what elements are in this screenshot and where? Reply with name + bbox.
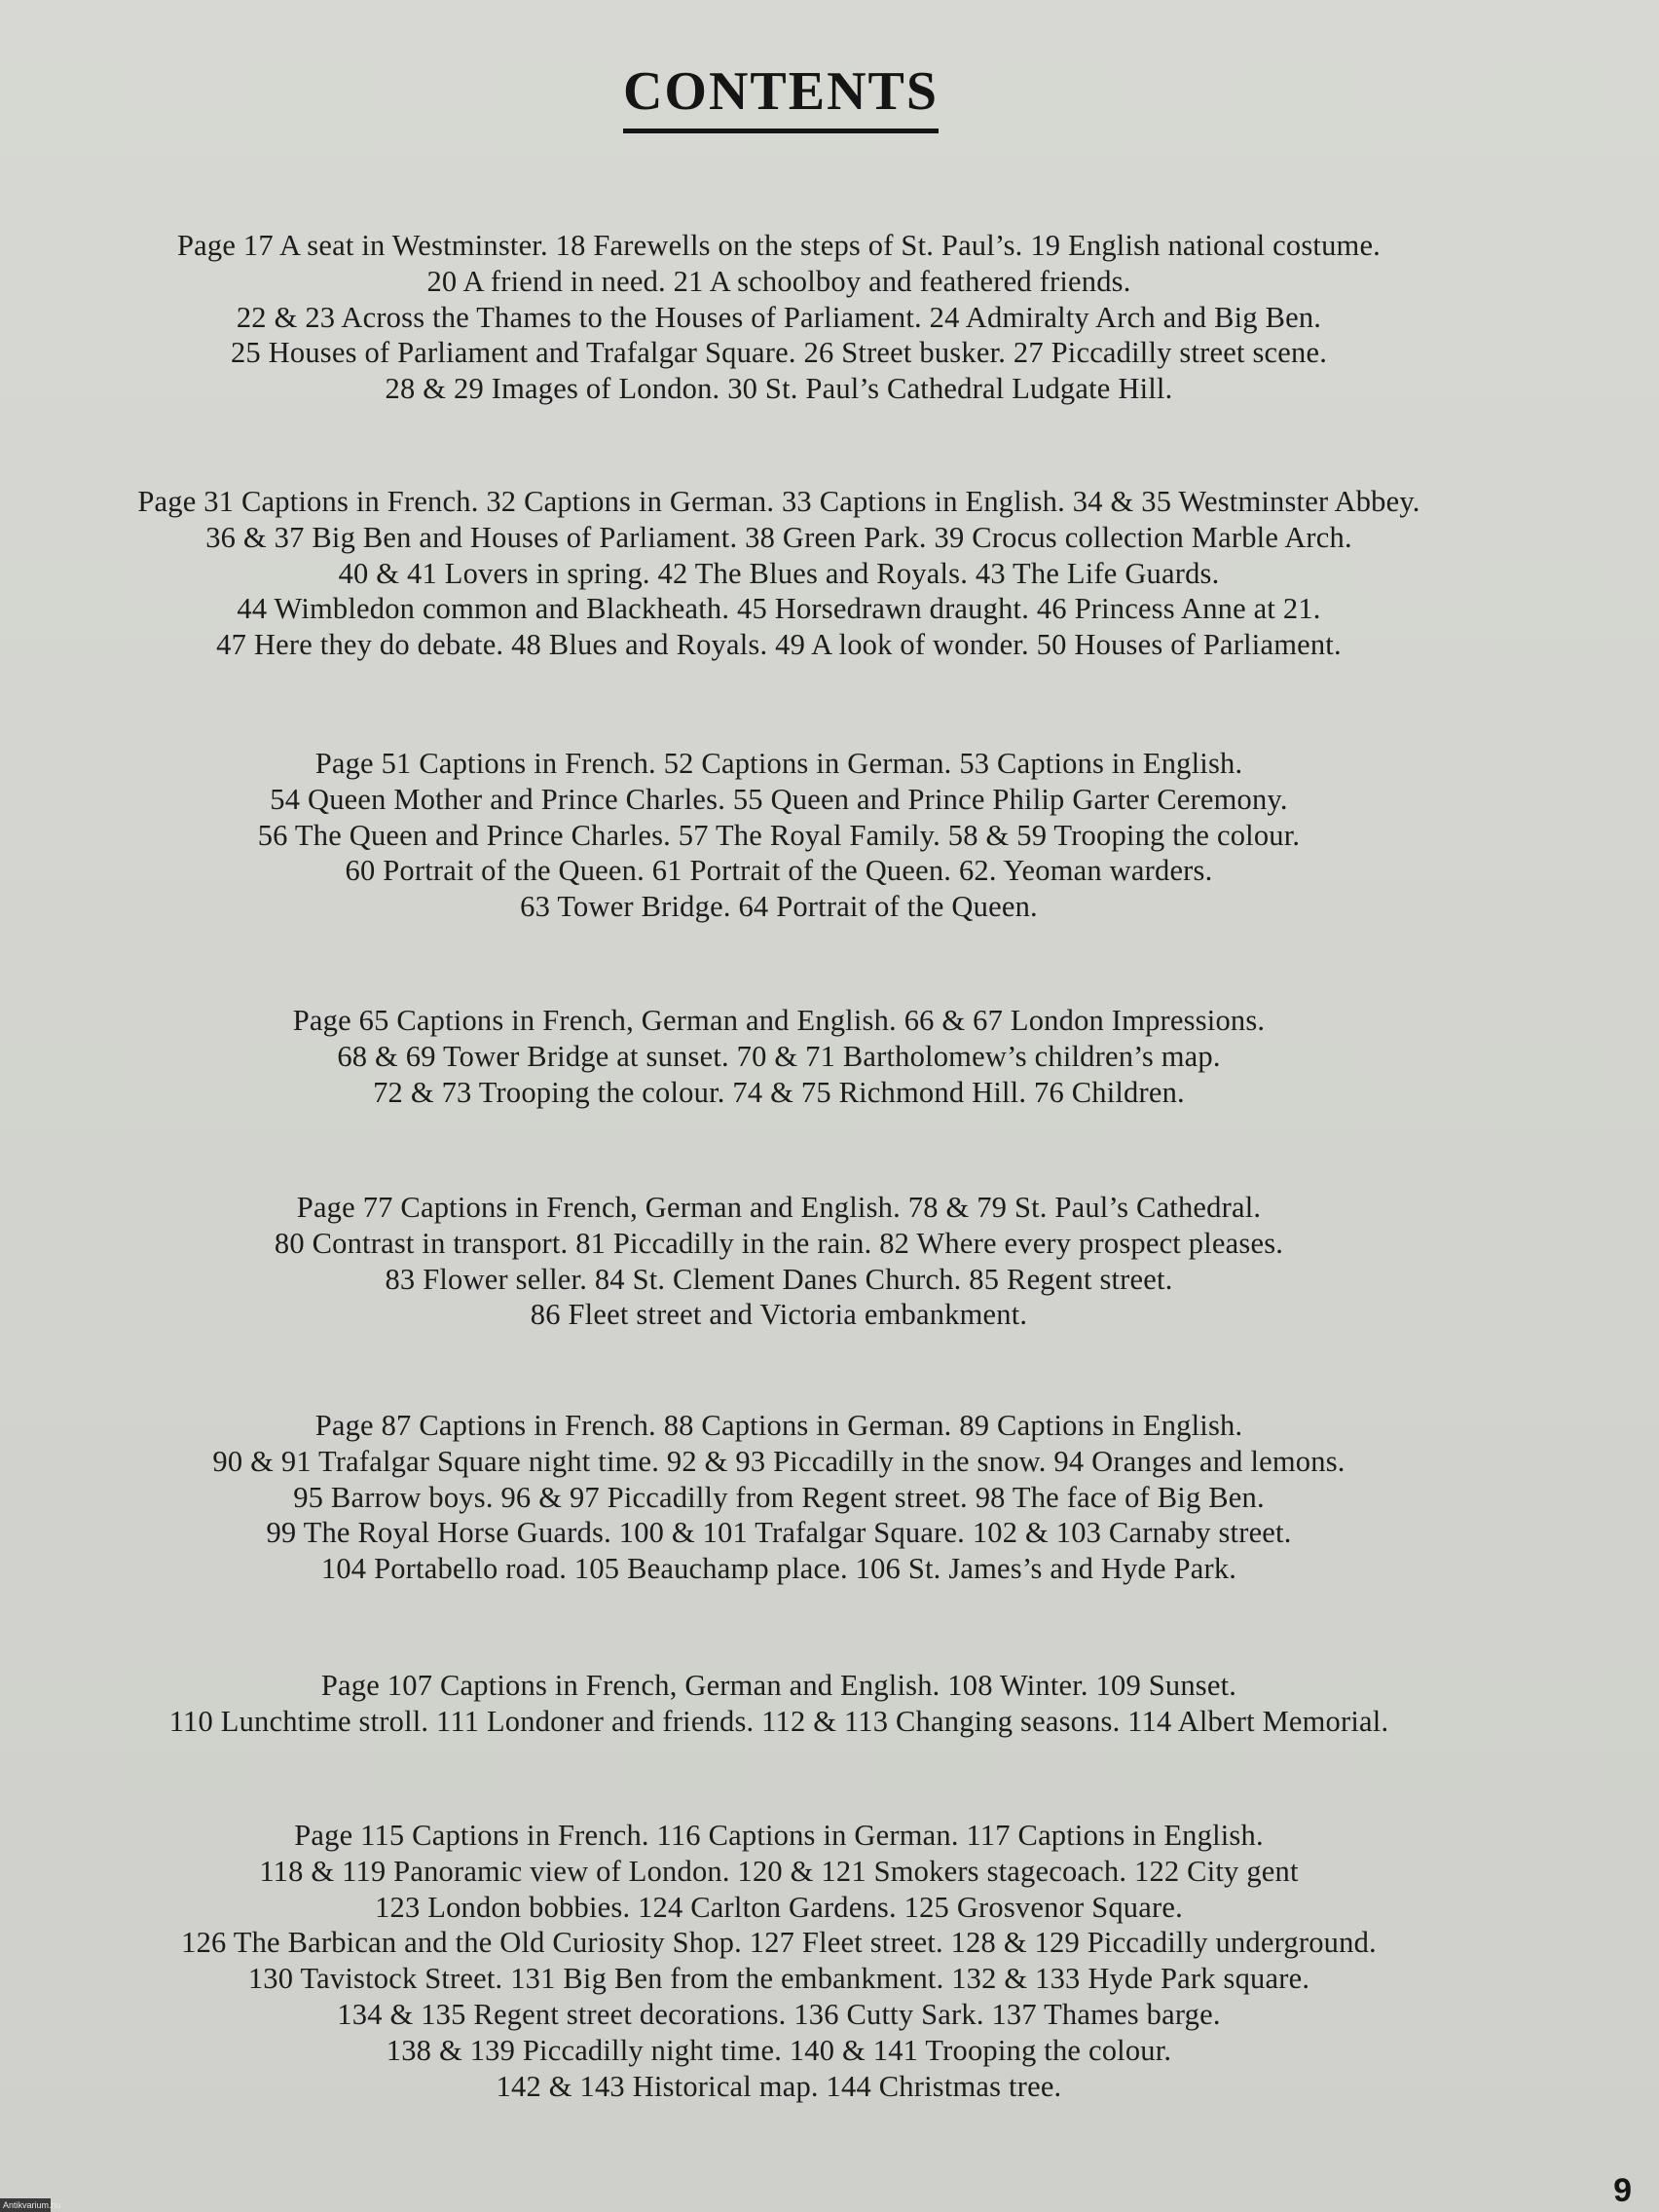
contents-line: 142 & 143 Historical map. 144 Christmas tree.: [496, 2069, 1062, 2103]
contents-line: 22 & 23 Across the Thames to the Houses of Parliament. 24 Admiralty Arch and Big Ben.: [236, 300, 1322, 334]
contents-line: Page 51 Captions in French. 52 Captions in German. 53 Captions in English.: [314, 747, 1243, 780]
contents-line: 54 Queen Mother and Prince Charles. 55 Queen and Prince Philip Garter Ceremony.: [270, 782, 1288, 816]
contents-line: 110 Lunchtime stroll. 111 Londoner and friends. 112 & 113 Changing seasons. 114 Albert Memorial.: [168, 1704, 1389, 1738]
contents-line: 25 Houses of Parliament and Trafalgar Square. 26 Street busker. 27 Piccadilly street scene.: [230, 336, 1328, 370]
contents-line: 104 Portabello road. 105 Beauchamp place. 106 St. James’s and Hyde Park.: [320, 1552, 1237, 1586]
contents-line: 86 Fleet street and Victoria embankment.: [530, 1298, 1028, 1332]
contents-line: Page 17 A seat in Westminster. 18 Farewells on the steps of St. Paul’s. 19 English national costume.: [176, 229, 1382, 262]
contents-line: 36 & 37 Big Ben and Houses of Parliament. 38 Green Park. 39 Crocus collection Marble Arch.: [205, 520, 1352, 554]
contents-line: 60 Portrait of the Queen. 61 Portrait of the Queen. 62. Yeoman warders.: [345, 854, 1213, 888]
contents-line: Page 31 Captions in French. 32 Captions in German. 33 Captions in English. 34 & 35 Westminster Abbey.: [137, 485, 1420, 518]
page-number: 9: [1613, 2172, 1632, 2209]
contents-line: 138 & 139 Piccadilly night time. 140 & 141 Trooping the colour.: [386, 2033, 1172, 2067]
contents-section-7: [58, 1668, 1499, 1740]
contents-section-8: [58, 1818, 1499, 2104]
contents-line: 44 Wimbledon common and Blackheath. 45 Horsedrawn draught. 46 Princess Anne at 21.: [237, 592, 1321, 626]
contents-line: 83 Flower seller. 84 St. Clement Danes Church. 85 Regent street.: [385, 1262, 1173, 1296]
contents-line: 130 Tavistock Street. 131 Big Ben from the embankment. 132 & 133 Hyde Park square.: [247, 1962, 1310, 1996]
contents-line: 56 The Queen and Prince Charles. 57 The Royal Family. 58 & 59 Trooping the colour.: [257, 818, 1301, 852]
contents-section-4: [58, 1003, 1499, 1110]
page-title: CONTENTS: [623, 60, 939, 133]
contents-line: 68 & 69 Tower Bridge at sunset. 70 & 71 Bartholomew’s children’s map.: [337, 1039, 1221, 1073]
contents-line: Page 65 Captions in French, German and English. 66 & 67 London Impressions.: [292, 1004, 1266, 1037]
page-title-wrapper: [0, 60, 1562, 133]
contents-line: 72 & 73 Trooping the colour. 74 & 75 Richmond Hill. 76 Children.: [373, 1075, 1185, 1109]
contents-section-6: [58, 1408, 1499, 1587]
contents-line: 95 Barrow boys. 96 & 97 Piccadilly from Regent street. 98 The face of Big Ben.: [293, 1480, 1265, 1514]
contents-line: Page 115 Captions in French. 116 Captions in German. 117 Captions in English.: [294, 1819, 1264, 1852]
watermark: Antikvarium.hu: [0, 2198, 51, 2212]
contents-section-3: [58, 746, 1499, 925]
contents-line: 126 The Barbican and the Old Curiosity Shop. 127 Fleet street. 128 & 129 Piccadilly underground.: [181, 1926, 1377, 1960]
contents-line: 20 A friend in need. 21 A schoolboy and feathered friends.: [426, 264, 1131, 298]
contents-section-2: [58, 484, 1499, 663]
contents-line: 118 & 119 Panoramic view of London. 120 & 121 Smokers stagecoach. 122 City gent: [259, 1854, 1299, 1888]
contents-section-5: [58, 1190, 1499, 1333]
contents-line: Page 107 Captions in French, German and English. 108 Winter. 109 Sunset.: [320, 1669, 1237, 1702]
contents-line: Page 87 Captions in French. 88 Captions in German. 89 Captions in English.: [314, 1409, 1243, 1442]
contents-line: 28 & 29 Images of London. 30 St. Paul’s Cathedral Ludgate Hill.: [385, 372, 1173, 406]
contents-line: 63 Tower Bridge. 64 Portrait of the Queen.: [520, 890, 1038, 924]
contents-line: 47 Here they do debate. 48 Blues and Royals. 49 A look of wonder. 50 Houses of Parliament.: [216, 628, 1342, 662]
contents-line: Page 77 Captions in French, German and English. 78 & 79 St. Paul’s Cathedral.: [296, 1191, 1262, 1224]
contents-line: 90 & 91 Trafalgar Square night time. 92 & 93 Piccadilly in the snow. 94 Oranges and lemons.: [212, 1444, 1346, 1478]
contents-line: 134 & 135 Regent street decorations. 136 Cutty Sark. 137 Thames barge.: [337, 1997, 1221, 2031]
contents-line: 99 The Royal Horse Guards. 100 & 101 Trafalgar Square. 102 & 103 Carnaby street.: [266, 1516, 1292, 1550]
contents-section-1: [58, 228, 1499, 407]
contents-line: 80 Contrast in transport. 81 Piccadilly in the rain. 82 Where every prospect pleases.: [274, 1226, 1284, 1260]
contents-line: 40 & 41 Lovers in spring. 42 The Blues and Royals. 43 The Life Guards.: [338, 556, 1220, 590]
contents-line: 123 London bobbies. 124 Carlton Gardens. 125 Grosvenor Square.: [375, 1890, 1183, 1924]
